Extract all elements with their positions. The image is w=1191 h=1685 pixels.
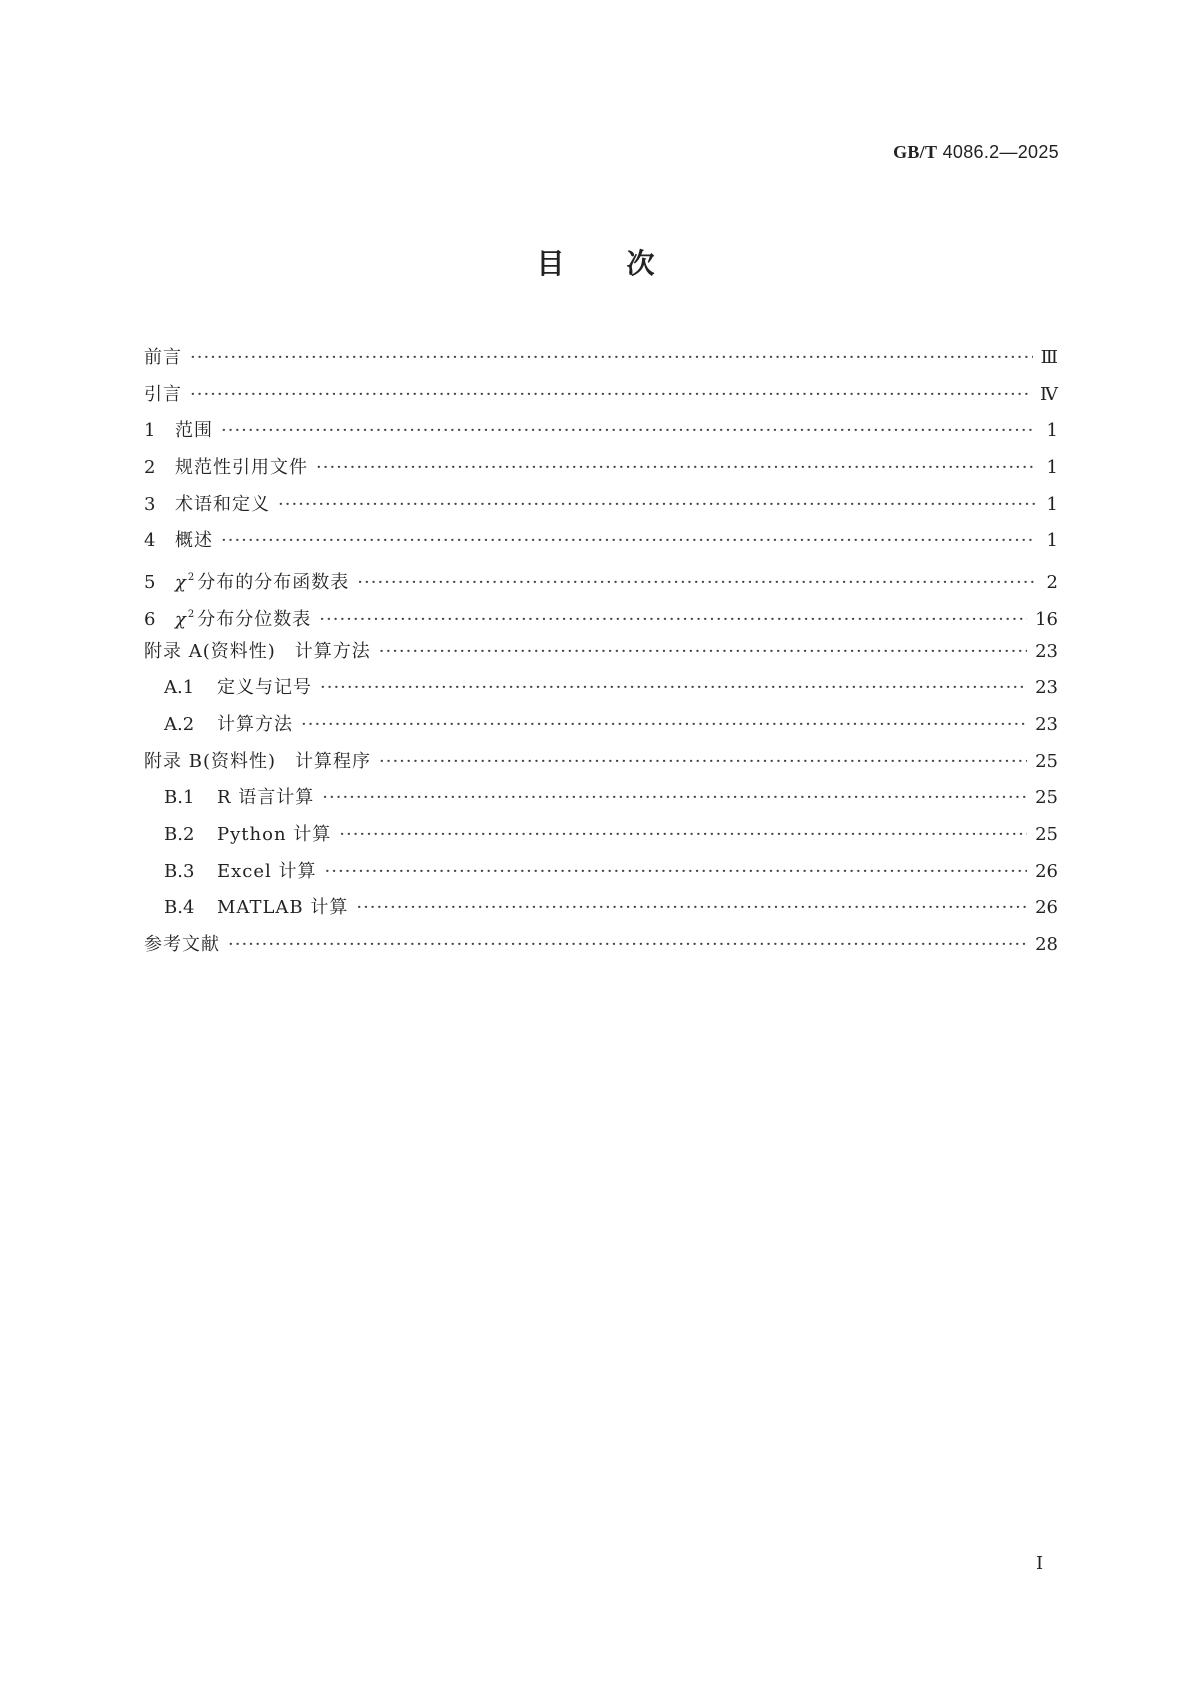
toc-page-number: 23 [1035,677,1058,699]
toc-page-number: 23 [1035,713,1058,735]
chi-letter: χ [175,608,187,630]
toc-section-number: 1 [144,420,156,442]
dot-leader [339,817,1027,854]
page-title: 目次 [536,247,717,280]
toc-entry-distribution-function-table[interactable] [144,560,1058,597]
toc-label: 分布分位数表 [197,608,312,630]
toc-label: 定义与记号 [217,677,312,699]
toc-label: R 语言计算 [217,787,315,809]
chi-symbol [175,572,197,593]
toc-section-number: A.2 [164,713,195,735]
toc-label-group [175,560,349,602]
toc-entry-a1[interactable] [144,670,1058,707]
toc-label: 分布的分布函数表 [197,572,350,594]
toc-entry-a2[interactable] [144,707,1058,744]
toc-page-number: Ⅲ [1040,347,1058,368]
toc-entry-b2[interactable] [144,817,1058,854]
toc-page-number: 23 [1035,640,1058,662]
toc-entry-overview[interactable] [144,523,1058,560]
dot-leader [316,450,1036,487]
toc-section-number: 6 [144,608,156,630]
toc-page-number: 2 [1046,572,1058,594]
toc-entry-bibliography[interactable] [144,927,1058,964]
dot-leader [190,377,1032,414]
chi-exponent: 2 [187,572,196,584]
toc-section-number: 5 [144,572,156,594]
toc-page-number: 1 [1046,530,1058,552]
toc-label: 附录 A(资料性) 计算方法 [144,640,371,662]
dot-leader [221,413,1036,450]
dot-leader [221,523,1036,560]
toc-label-group [175,597,311,639]
toc-label: 规范性引用文件 [175,457,308,479]
toc-page-number: Ⅳ [1040,383,1058,405]
dot-leader [190,340,1033,377]
toc-entry-normative-references[interactable] [144,450,1058,487]
toc-section-number: B.3 [164,860,195,882]
toc-section-number: 4 [144,530,156,552]
standard-header [893,142,1059,163]
toc-entry-quantile-table[interactable] [144,597,1058,634]
dot-leader [325,854,1028,891]
toc-page-number: 28 [1035,934,1058,955]
toc-section-number: A.1 [164,677,195,699]
dot-leader [278,487,1036,524]
dot-leader [356,890,1027,927]
standard-number: 4086.2—2025 [942,142,1059,162]
dot-leader [357,565,1036,602]
toc-entry-b3[interactable] [144,854,1058,891]
dot-leader [320,670,1027,707]
chi-letter: χ [175,572,187,594]
toc-section-number: B.1 [164,787,195,809]
dot-leader [322,780,1027,817]
dot-leader [301,707,1027,744]
toc-page-number: 25 [1035,787,1058,809]
toc-page-number: 25 [1035,823,1058,845]
chi-symbol [175,609,197,630]
dot-leader [228,927,1027,964]
standard-code: GB/T [893,142,938,162]
toc-label: 附录 B(资料性) 计算程序 [144,750,371,772]
table-of-contents [144,340,1058,964]
toc-label: 术语和定义 [175,493,270,515]
toc-section-number: B.4 [164,897,195,919]
toc-label: MATLAB 计算 [217,897,349,919]
toc-label: 前言 [144,347,182,368]
chi-exponent: 2 [187,608,196,620]
toc-entry-terms-definitions[interactable] [144,487,1058,524]
toc-label: 范围 [175,420,213,442]
toc-entry-annex-b[interactable] [144,744,1058,781]
toc-page-number: 26 [1035,897,1058,919]
page-folio: Ⅰ [1036,1553,1044,1574]
dot-leader [379,744,1027,781]
toc-page-number: 1 [1046,457,1058,479]
toc-page-number: 16 [1035,608,1058,630]
dot-leader [379,634,1027,671]
toc-entry-b4[interactable] [144,890,1058,927]
toc-section-number: 3 [144,493,156,515]
toc-page-number: 1 [1046,493,1058,515]
toc-label: 概述 [175,530,213,552]
toc-page-number: 25 [1035,750,1058,772]
toc-section-number: 2 [144,457,156,479]
toc-label: 参考文献 [144,934,220,955]
toc-entry-b1[interactable] [144,780,1058,817]
toc-section-number: B.2 [164,823,195,845]
toc-entry-scope[interactable] [144,413,1058,450]
toc-entry-annex-a[interactable] [144,634,1058,671]
toc-entry-foreword[interactable] [144,340,1058,377]
toc-label: Python 计算 [217,823,332,845]
toc-label: Excel 计算 [217,860,317,882]
toc-page-number: 1 [1046,420,1058,442]
toc-label: 引言 [144,383,182,405]
toc-label: 计算方法 [217,713,293,735]
toc-entry-introduction[interactable] [144,377,1058,414]
toc-page-number: 26 [1035,860,1058,882]
